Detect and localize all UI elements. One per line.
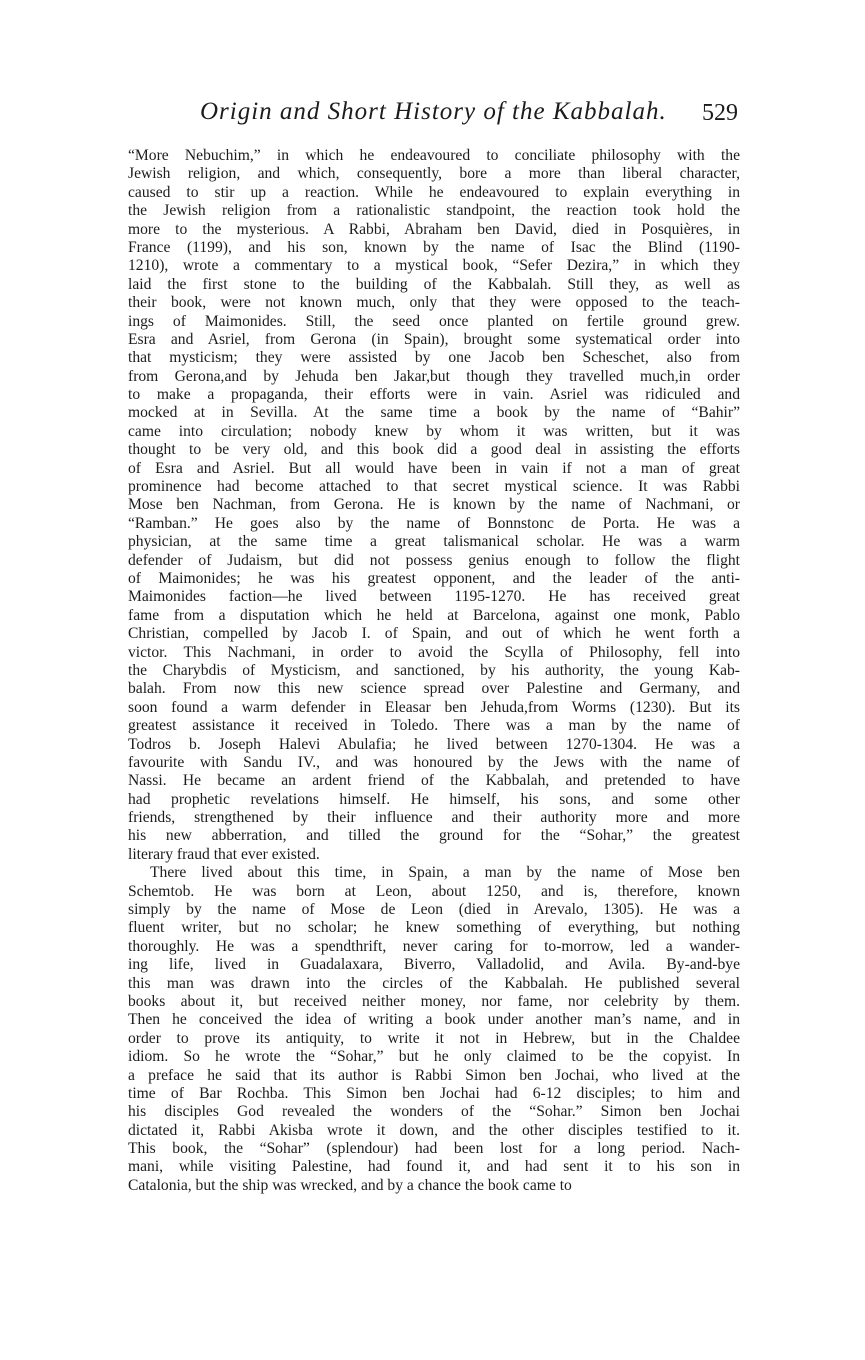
text-line: of Maimonides; he was his greatest opponent, and the leader of the anti- [128,569,740,587]
text-line: that mysticism; they were assisted by one Jacob ben Scheschet, also from [128,349,740,367]
running-head [128,98,738,134]
text-line: his disciples God revealed the wonders of the “Sohar.” Simon ben Jochai [128,1103,740,1121]
text-line: This book, the “Sohar” (splendour) had been lost for a long period. Nach- [128,1140,740,1158]
text-line: Mose ben Nachman, from Gerona. He is known by the name of Nachmani, or [128,496,740,514]
text-line: Then he conceived the idea of writing a book under another man’s name, and in [128,1011,740,1029]
text-line: the Jewish religion from a rationalistic standpoint, the reaction took hold the [128,202,740,220]
text-line: literary fraud that ever existed. [128,845,320,863]
text-line: a preface he said that its author is Rabbi Simon ben Jochai, who lived at the [128,1066,740,1084]
text-line: “More Nebuchim,” in which he endeavoured to conciliate philosophy with the [128,147,740,164]
text-line: ing life, lived in Guadalaxara, Biverro, Valladolid, and Avila. By-and-bye [128,956,740,974]
text-line: ings of Maimonides. Still, the seed once planted on fertile ground grew. [128,312,740,330]
text-line: greatest assistance it received in Toledo. There was a man by the name of [128,717,740,735]
page-number: 529 [702,100,738,126]
text-line: Schemtob. He was born at Leon, about 1250, and is, therefore, known [128,882,740,900]
text-line: defender of Judaism, but did not possess genius enough to follow the flight [128,551,740,569]
text-line: from Gerona,and by Jehuda ben Jakar,but though they travelled much,in order [128,367,740,385]
text-line: Jewish religion, and which, consequently, bore a more than liberal character, [128,165,740,183]
text-line: dictated it, Rabbi Akisba wrote it down, and the other disciples testified to it. [128,1121,740,1139]
text-line: “Ramban.” He goes also by the name of Bonnstonc de Porta. He was a [128,514,740,532]
text-line: victor. This Nachmani, in order to avoid the Scylla of Philosophy, fell into [128,643,740,661]
text-line: Esra and Asriel, from Gerona (in Spain), brought some systematical order into [128,330,740,348]
text-line: favourite with Sandu IV., and was honoured by the Jews with the name of [128,753,740,771]
text-line: mani, while visiting Palestine, had found it, and had sent it to his son in [128,1158,740,1176]
text-line: order to prove its antiquity, to write it not in Hebrew, but in the Chaldee [128,1029,740,1047]
text-line: the Charybdis of Mysticism, and sanctioned, by his authority, the young Kab- [128,661,740,679]
text-line: to make a propaganda, their efforts were in vain. Asriel was ridiculed and [128,386,740,404]
text-line: this man was drawn into the circles of the Kabbalah. He published several [128,974,740,992]
text-line: soon found a warm defender in Eleasar ben Jehuda,from Worms (1230). But its [128,698,740,716]
text-line: prominence had become attached to that secret mystical science. It was Rabbi [128,478,740,496]
text-line: balah. From now this new science spread over Palestine and Germany, and [128,680,740,698]
text-line: France (1199), and his son, known by the name of Isac the Blind (1190- [128,238,740,256]
text-line: mocked at in Sevilla. At the same time a book by the name of “Bahir” [128,404,740,422]
text-line: their book, were not known much, only that they were opposed to the teach- [128,294,740,312]
text-line: caused to stir up a reaction. While he endeavoured to explain everything in [128,183,740,201]
text-line: Catalonia, but the ship was wrecked, and by a chance the book came to [128,1176,572,1194]
text-line: physician, at the same time a great talismanical scholar. He was a warm [128,533,740,551]
text-line: fame from a disputation which he held at Barcelona, against one monk, Pablo [128,606,740,624]
text-line: Maimonides faction—he lived between 1195-1270. He has received great [128,588,740,606]
paragraph [128,147,740,864]
text-line: his new abberration, and tilled the ground for the “Sohar,” the greatest [128,827,740,845]
text-line: thought to be very old, and this book did a good deal in assisting the efforts [128,441,740,459]
paragraph [128,864,740,1195]
body-text [128,147,740,1195]
text-line: fluent writer, but no scholar; he knew something of everything, but nothing [128,919,740,937]
text-line: Nassi. He became an ardent friend of the Kabbalah, and pretended to have [128,772,740,790]
text-line: of Esra and Asriel. But all would have been in vain if not a man of great [128,459,740,477]
text-line: more to the mysterious. A Rabbi, Abraham ben David, died in Posquières, in [128,220,740,238]
text-line: time of Bar Rochba. This Simon ben Jochai had 6-12 disciples; to him and [128,1084,740,1102]
running-title: Origin and Short History of the Kabbalah. [200,98,667,125]
text-line: had prophetic revelations himself. He himself, his sons, and some other [128,790,740,808]
text-line: thoroughly. He was a spendthrift, never caring for to-morrow, led a wander- [128,937,740,955]
text-line: There lived about this time, in Spain, a man by the name of Mose ben [150,864,740,882]
text-line: Christian, compelled by Jacob I. of Spain, and out of which he went forth a [128,625,740,643]
text-line: friends, strengthened by their influence and their authority more and more [128,809,740,827]
text-line: idiom. So he wrote the “Sohar,” but he only claimed to be the copyist. In [128,1048,740,1066]
text-line: laid the first stone to the building of the Kabbalah. Still they, as well as [128,275,740,293]
text-line: Todros b. Joseph Halevi Abulafia; he lived between 1270-1304. He was a [128,735,740,753]
text-line: came into circulation; nobody knew by whom it was written, but it was [128,422,740,440]
text-line: 1210), wrote a commentary to a mystical book, “Sefer Dezira,” in which they [128,257,740,275]
text-line: simply by the name of Mose de Leon (died in Arevalo, 1305). He was a [128,901,740,919]
text-line: books about it, but received neither money, nor fame, nor celebrity by them. [128,992,740,1010]
